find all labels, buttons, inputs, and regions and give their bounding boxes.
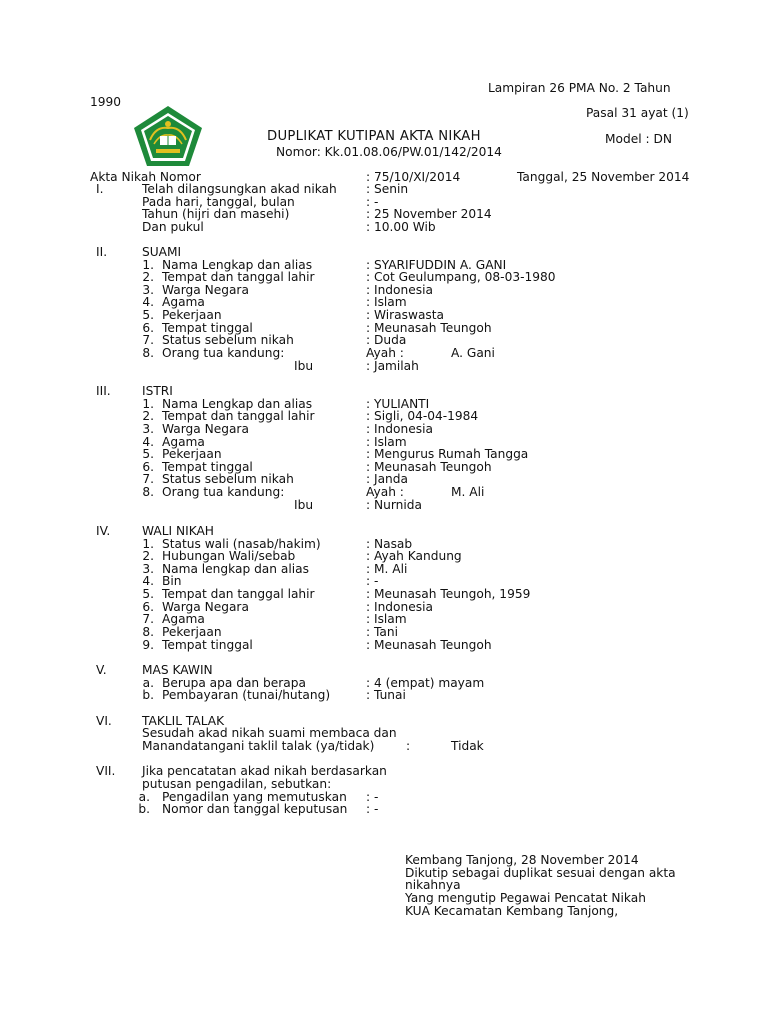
item-number: 1.: [142, 537, 154, 551]
item-value: : 4 (empat) mayam: [366, 676, 485, 690]
item-value: : Islam: [366, 435, 407, 449]
item-label: Pembayaran (tunai/hutang): [162, 688, 331, 702]
item-number: 1.: [142, 258, 154, 272]
item-label: Orang tua kandung:: [162, 346, 285, 360]
document-number: Nomor: Kk.01.08.06/PW.01/142/2014: [276, 145, 502, 159]
sec7-line1: Jika pencatatan akad nikah berdasarkan: [142, 764, 387, 778]
item-number: 8.: [142, 346, 154, 360]
model-text: Model : DN: [605, 132, 672, 146]
sec1-row: [0, 183, 768, 196]
sec3-title: ISTRI: [142, 384, 173, 398]
item-value: : Meunasah Teungoh: [366, 321, 492, 335]
sec1-value: : 25 November 2014: [366, 207, 492, 221]
item-value: : Nasab: [366, 537, 413, 551]
sec7-line: [0, 778, 768, 791]
item-label: Tempat tinggal: [162, 460, 253, 474]
item-value: : Islam: [366, 612, 407, 626]
item-label: Warga Negara: [162, 283, 249, 297]
sec4-row: [0, 639, 768, 652]
item-value: : M. Ali: [366, 562, 408, 576]
sec1-label: Tahun (hijri dan masehi): [142, 207, 290, 221]
sec6-colon: :: [406, 739, 411, 753]
item-number: 3.: [142, 422, 154, 436]
sec6-line2: Manandatangani taklil talak (ya/tidak): [142, 739, 375, 753]
item-label: Nomor dan tanggal keputusan: [162, 802, 348, 816]
ayah-value: M. Ali: [451, 485, 485, 499]
item-number: 4.: [142, 295, 154, 309]
lampiran-text: Lampiran 26 PMA No. 2 Tahun: [488, 81, 671, 95]
item-label: Pekerjaan: [162, 447, 222, 461]
ibu-label: Ibu: [294, 498, 314, 512]
ibu-value: : Jamilah: [366, 359, 419, 373]
item-value: : Tani: [366, 625, 398, 639]
item-number: 3.: [142, 562, 154, 576]
sec1-label: Pada hari, tanggal, bulan: [142, 195, 295, 209]
item-number: 5.: [142, 308, 154, 322]
item-number: 6.: [142, 321, 154, 335]
item-label: Nama Lengkap dan alias: [162, 258, 313, 272]
item-value: : Indonesia: [366, 600, 433, 614]
sec5-roman: V.: [96, 663, 107, 677]
item-number: 3.: [142, 283, 154, 297]
sec1-row: [0, 221, 768, 234]
sec5-title: MAS KAWIN: [142, 663, 213, 677]
item-value: : Islam: [366, 295, 407, 309]
item-number: b.: [142, 688, 154, 702]
sec6-value: Tidak: [451, 739, 484, 753]
sec6-line: [0, 727, 768, 740]
item-value: : -: [366, 790, 379, 804]
akta-value: : 75/10/XI/2014: [366, 170, 461, 184]
kemenag-logo-icon: [132, 104, 204, 168]
item-number: 8.: [142, 485, 154, 499]
item-value: : Indonesia: [366, 422, 433, 436]
sec1-roman: I.: [96, 182, 104, 196]
item-value: : -: [366, 574, 379, 588]
ibu-label: Ibu: [294, 359, 314, 373]
item-label: Status sebelum nikah: [162, 472, 294, 486]
sec1-label: Dan pukul: [142, 220, 204, 234]
item-label: Orang tua kandung:: [162, 485, 285, 499]
item-number: 4.: [142, 574, 154, 588]
sec7-line: [0, 765, 768, 778]
item-value: : Wiraswasta: [366, 308, 445, 322]
footer-place-date: Kembang Tanjong, 28 November 2014: [405, 853, 639, 867]
sec6-line1: Sesudah akad nikah suami membaca dan: [142, 726, 397, 740]
item-value: : Indonesia: [366, 283, 433, 297]
footer-line: KUA Kecamatan Kembang Tanjong,: [405, 904, 619, 918]
item-label: Tempat tinggal: [162, 321, 253, 335]
item-label: Agama: [162, 295, 205, 309]
item-value: : SYARIFUDDIN A. GANI: [366, 258, 507, 272]
item-label: Agama: [162, 435, 205, 449]
sec1-value: : Senin: [366, 182, 409, 196]
sec6-roman: VI.: [96, 714, 112, 728]
item-value: : Ayah Kandung: [366, 549, 462, 563]
item-label: Warga Negara: [162, 600, 249, 614]
item-number: 2.: [142, 409, 154, 423]
item-number: 7.: [142, 472, 154, 486]
sec3-row: [0, 499, 768, 512]
item-label: Pekerjaan: [162, 625, 222, 639]
pasal-text: Pasal 31 ayat (1): [586, 106, 689, 120]
item-value: : Meunasah Teungoh: [366, 638, 492, 652]
item-number: 9.: [142, 638, 154, 652]
sec7-line2: putusan pengadilan, sebutkan:: [142, 777, 332, 791]
footer-line: Dikutip sebagai duplikat sesuai dengan akta: [405, 866, 676, 880]
sec6-line: [0, 740, 768, 753]
footer-line: Yang mengutip Pegawai Pencatat Nikah: [405, 891, 646, 905]
item-value: : YULIANTI: [366, 397, 430, 411]
item-number: 6.: [142, 460, 154, 474]
item-label: Tempat dan tanggal lahir: [162, 587, 315, 601]
item-number: 7.: [142, 333, 154, 347]
item-number: 5.: [142, 447, 154, 461]
item-number: 6.: [142, 600, 154, 614]
sec1-value: : 10.00 Wib: [366, 220, 436, 234]
akta-date: Tanggal, 25 November 2014: [517, 170, 690, 184]
item-label: Hubungan Wali/sebab: [162, 549, 296, 563]
item-value: : Mengurus Rumah Tangga: [366, 447, 529, 461]
sec3-roman: III.: [96, 384, 111, 398]
sec7-row: [0, 803, 768, 816]
sec1-label: Telah dilangsungkan akad nikah: [142, 182, 337, 196]
item-label: Agama: [162, 612, 205, 626]
item-value: : Sigli, 04-04-1984: [366, 409, 479, 423]
item-label: Pekerjaan: [162, 308, 222, 322]
item-number: 1.: [142, 397, 154, 411]
item-label: Bin: [162, 574, 182, 588]
document-title: DUPLIKAT KUTIPAN AKTA NIKAH: [267, 129, 481, 144]
akta-label: Akta Nikah Nomor: [90, 170, 201, 184]
ibu-value: : Nurnida: [366, 498, 422, 512]
item-number: 4.: [142, 435, 154, 449]
ayah-value: A. Gani: [451, 346, 495, 360]
item-number: a.: [138, 790, 150, 804]
footer-line: nikahnya: [405, 878, 461, 892]
item-label: Status sebelum nikah: [162, 333, 294, 347]
item-label: Pengadilan yang memutuskan: [162, 790, 347, 804]
item-label: Status wali (nasab/hakim): [162, 537, 321, 551]
item-label: Tempat dan tanggal lahir: [162, 270, 315, 284]
item-label: Tempat dan tanggal lahir: [162, 409, 315, 423]
sec4-title: WALI NIKAH: [142, 524, 214, 538]
item-number: 8.: [142, 625, 154, 639]
item-number: b.: [138, 802, 150, 816]
item-value: : Meunasah Teungoh: [366, 460, 492, 474]
sec7-roman: VII.: [96, 764, 116, 778]
sec2-row: [0, 360, 768, 373]
sec6-title: TAKLIL TALAK: [142, 714, 225, 728]
item-label: Nama Lengkap dan alias: [162, 397, 313, 411]
item-number: 7.: [142, 612, 154, 626]
item-value: : Cot Geulumpang, 08-03-1980: [366, 270, 556, 284]
item-value: : -: [366, 802, 379, 816]
ayah-label: Ayah :: [366, 346, 404, 360]
lampiran-year: 1990: [90, 95, 122, 109]
ayah-label: Ayah :: [366, 485, 404, 499]
item-value: : Janda: [366, 472, 408, 486]
item-label: Tempat tinggal: [162, 638, 253, 652]
item-number: 5.: [142, 587, 154, 601]
sec5-row: [0, 689, 768, 702]
item-label: Warga Negara: [162, 422, 249, 436]
item-value: : Tunai: [366, 688, 406, 702]
item-number: a.: [142, 676, 154, 690]
item-label: Berupa apa dan berapa: [162, 676, 306, 690]
item-label: Nama lengkap dan alias: [162, 562, 309, 576]
sec1-value: : -: [366, 195, 379, 209]
sec2-roman: II.: [96, 245, 108, 259]
item-number: 2.: [142, 549, 154, 563]
item-value: : Meunasah Teungoh, 1959: [366, 587, 531, 601]
item-value: : Duda: [366, 333, 407, 347]
sec4-roman: IV.: [96, 524, 111, 538]
item-number: 2.: [142, 270, 154, 284]
sec2-title: SUAMI: [142, 245, 182, 259]
